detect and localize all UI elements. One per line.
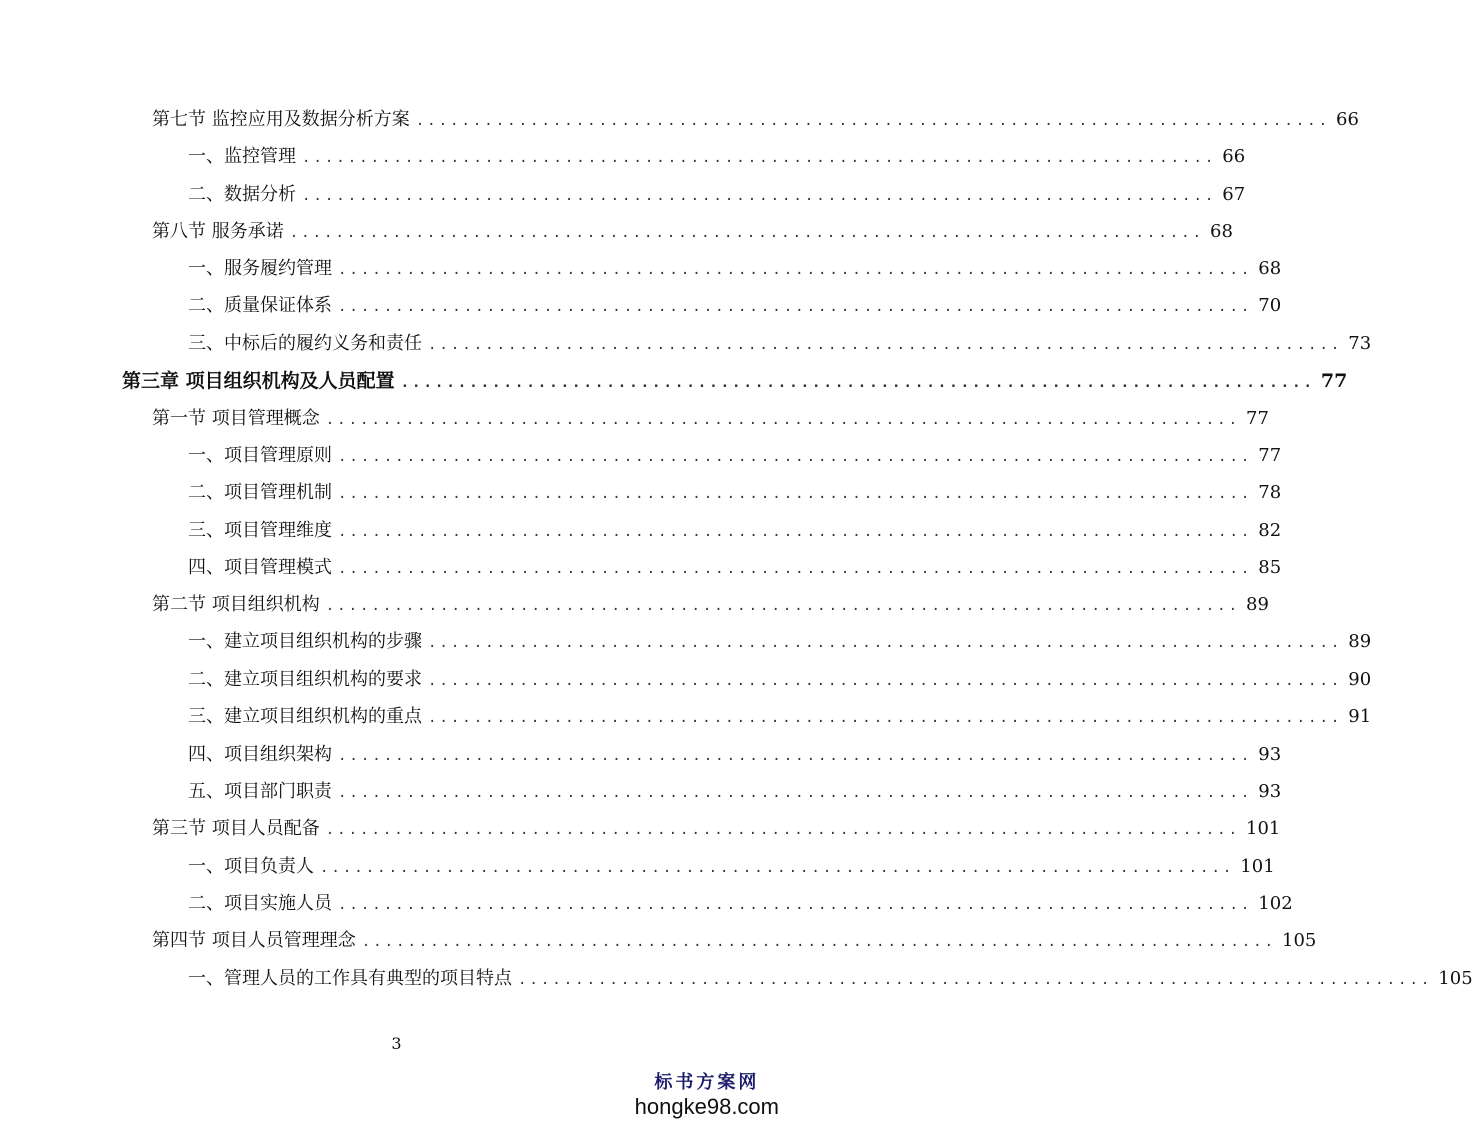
toc-entry-page: 101: [1240, 856, 1275, 877]
toc-section-entry[interactable]: [152, 404, 1269, 434]
toc-entry-title: 三、建立项目组织机构的重点: [188, 706, 422, 727]
toc-entry-page: 85: [1258, 557, 1282, 578]
toc-leader-dots: ................................................................................: [289, 225, 1205, 241]
toc-subsection-entry[interactable]: [188, 553, 1282, 583]
toc-entry-page: 105: [1282, 930, 1317, 951]
toc-entry-title: 第三节 项目人员配备: [152, 818, 320, 839]
toc-entry-page: 78: [1258, 482, 1282, 503]
toc-leader-dots: ................................................................................: [338, 299, 1253, 315]
page-number: 3: [391, 1034, 402, 1053]
toc-subsection-entry[interactable]: [188, 329, 1372, 359]
toc-entry-page: 89: [1246, 594, 1269, 615]
toc-leader-dots: ................................................................................: [428, 710, 1343, 726]
toc-entry-page: 73: [1348, 333, 1372, 354]
toc-subsection-entry[interactable]: [188, 777, 1282, 807]
toc-leader-dots: ................................................................................: [428, 337, 1343, 353]
toc-leader-dots: ................................................................................: [338, 262, 1253, 278]
toc-entry-page: 89: [1348, 631, 1372, 652]
toc-leader-dots: ................................................................................: [338, 748, 1253, 764]
toc-leader-dots: ................................................................................: [338, 449, 1253, 465]
toc-entry-page: 82: [1258, 520, 1282, 541]
toc-entry-title: 二、数据分析: [188, 184, 296, 205]
toc-subsection-entry[interactable]: [188, 516, 1282, 546]
toc-entry-page: 70: [1258, 295, 1282, 316]
toc-entry-title: 第二节 项目组织机构: [152, 594, 320, 615]
toc-entry-page: 68: [1258, 258, 1282, 279]
toc-entry-page: 77: [1320, 370, 1348, 392]
toc-entry-title: 一、管理人员的工作具有典型的项目特点: [188, 968, 512, 989]
toc-leader-dots: ................................................................................: [338, 785, 1253, 801]
watermark-logo: [635, 1068, 779, 1120]
toc-subsection-entry[interactable]: [188, 627, 1372, 657]
toc-subsection-entry[interactable]: [188, 291, 1282, 321]
toc-subsection-entry[interactable]: [188, 180, 1246, 210]
toc-entry-title: 第八节 服务承诺: [152, 221, 284, 242]
toc-entry-title: 一、服务履约管理: [188, 258, 332, 279]
toc-chapter-entry[interactable]: [122, 366, 1348, 396]
toc-leader-dots: ................................................................................: [302, 150, 1217, 166]
toc-entry-title: 二、建立项目组织机构的要求: [188, 669, 422, 690]
toc-subsection-entry[interactable]: [188, 665, 1372, 695]
toc-leader-dots: ................................................................................: [428, 635, 1343, 651]
toc-subsection-entry[interactable]: [188, 964, 1473, 994]
toc-entry-page: 68: [1210, 221, 1233, 242]
toc-entry-page: 66: [1336, 109, 1359, 130]
toc-section-entry[interactable]: [152, 814, 1281, 844]
toc-subsection-entry[interactable]: [188, 889, 1293, 919]
toc-leader-dots: ................................................................................: [428, 673, 1343, 689]
toc-leader-dots: ................................................................................: [325, 822, 1241, 838]
toc-entry-page: 91: [1348, 706, 1372, 727]
toc-entry-title: 第七节 监控应用及数据分析方案: [152, 109, 410, 130]
toc-entry-page: 101: [1246, 818, 1281, 839]
toc-subsection-entry[interactable]: [188, 478, 1282, 508]
toc-entry-title: 一、监控管理: [188, 146, 296, 167]
toc-leader-dots: ................................................................................: [338, 561, 1253, 577]
toc-leader-dots: ................................................................................: [325, 598, 1241, 614]
toc-leader-dots: ................................................................................: [338, 486, 1253, 502]
toc-entry-page: 102: [1258, 893, 1293, 914]
toc-leader-dots: ................................................................................: [320, 860, 1235, 876]
toc-section-entry[interactable]: [152, 590, 1269, 620]
toc-leader-dots: ................................................................................: [325, 412, 1241, 428]
toc-leader-dots: ................................................................................: [518, 972, 1433, 988]
toc-entry-title: 二、项目实施人员: [188, 893, 332, 914]
toc-entry-page: 93: [1258, 781, 1282, 802]
toc-entry-title: 二、项目管理机制: [188, 482, 332, 503]
toc-entry-page: 67: [1222, 184, 1246, 205]
toc-subsection-entry[interactable]: [188, 441, 1282, 471]
toc-entry-page: 77: [1246, 408, 1269, 429]
toc-subsection-entry[interactable]: [188, 254, 1282, 284]
toc-entry-title: 三、中标后的履约义务和责任: [188, 333, 422, 354]
toc-entry-title: 一、项目管理原则: [188, 445, 332, 466]
toc-entry-page: 93: [1258, 744, 1282, 765]
toc-leader-dots: ................................................................................: [361, 934, 1277, 950]
toc-subsection-entry[interactable]: [188, 702, 1372, 732]
toc-leader-dots: ................................................................................: [302, 188, 1217, 204]
toc-entry-title: 一、建立项目组织机构的步骤: [188, 631, 422, 652]
toc-entry-title: 四、项目管理模式: [188, 557, 332, 578]
toc-leader-dots: ................................................................................: [400, 375, 1315, 391]
toc-section-entry[interactable]: [152, 926, 1317, 956]
toc-subsection-entry[interactable]: [188, 852, 1275, 882]
watermark-name: 标书方案网: [654, 1072, 760, 1093]
toc-entry-title: 第四节 项目人员管理理念: [152, 930, 356, 951]
toc-entry-page: 90: [1348, 669, 1372, 690]
toc-leader-dots: ................................................................................: [415, 113, 1331, 129]
toc-entry-page: 77: [1258, 445, 1282, 466]
toc-entry-title: 三、项目管理维度: [188, 520, 332, 541]
toc-entry-title: 第三章 项目组织机构及人员配置: [122, 370, 395, 392]
toc-leader-dots: ................................................................................: [338, 524, 1253, 540]
toc-entry-title: 第一节 项目管理概念: [152, 408, 320, 429]
toc-entry-title: 五、项目部门职责: [188, 781, 332, 802]
toc-entry-title: 四、项目组织架构: [188, 744, 332, 765]
toc-entry-page: 66: [1222, 146, 1246, 167]
toc-section-entry[interactable]: [152, 105, 1359, 135]
toc-section-entry[interactable]: [152, 217, 1233, 247]
toc-subsection-entry[interactable]: [188, 142, 1246, 172]
toc-entry-title: 一、项目负责人: [188, 856, 314, 877]
toc-entry-page: 105: [1438, 968, 1473, 989]
toc-leader-dots: ................................................................................: [338, 897, 1253, 913]
watermark-url: hongke98.com: [634, 1094, 779, 1119]
toc-entry-title: 二、质量保证体系: [188, 295, 332, 316]
toc-subsection-entry[interactable]: [188, 740, 1282, 770]
